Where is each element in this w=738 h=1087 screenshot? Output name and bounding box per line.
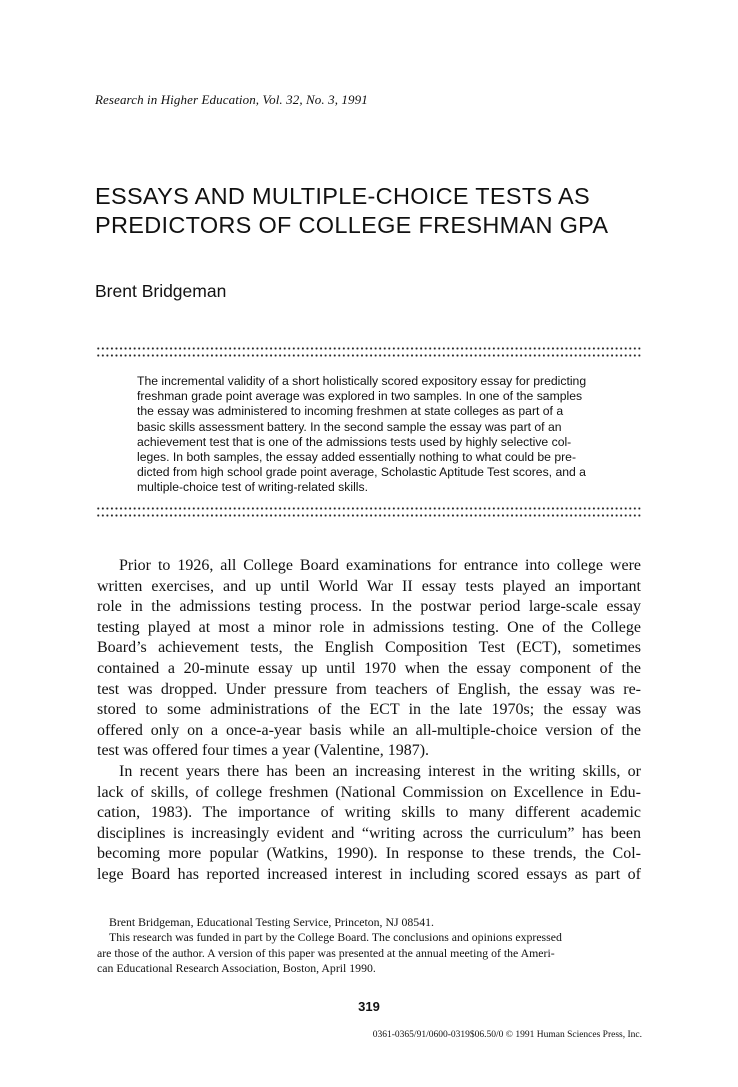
journal-header: Research in Higher Education, Vol. 32, No. 3, 1991 xyxy=(95,92,368,107)
footnote-line: can Educational Research Association, Boston, April 1990. xyxy=(97,961,376,976)
body-line xyxy=(97,762,641,783)
abstract-line: the essay was administered to incoming freshmen at state colleges as part of a xyxy=(137,404,564,419)
abstract-line: basic skills assessment battery. In the second sample the essay was part of an xyxy=(137,419,562,434)
body-line xyxy=(97,577,641,598)
footnote-line: are those of the author. A version of this paper was presented at the annual meeting of the Ameri- xyxy=(97,945,555,960)
abstract-line: achievement test that is one of the admissions tests used by highly selective col- xyxy=(137,434,572,449)
body-line xyxy=(97,618,641,639)
body-line-text: testing played at most a minor role in admissions testing. One of the College xyxy=(97,618,641,636)
body-line xyxy=(97,597,641,618)
body-line xyxy=(97,659,641,680)
body-line xyxy=(97,824,641,845)
body-line xyxy=(97,721,641,742)
body-line xyxy=(97,680,641,701)
footnotes xyxy=(97,915,643,977)
body-line-text: role in the admissions testing process. In the postwar period large-scale essay xyxy=(97,598,641,616)
footnote-line: Brent Bridgeman, Educational Testing Service, Princeton, NJ 08541. xyxy=(109,915,434,929)
body-text xyxy=(97,556,641,886)
body-line-text: Prior to 1926, all College Board examinations for entrance into college were xyxy=(119,557,641,574)
abstract-line: The incremental validity of a short holistically scored expository essay for predicting xyxy=(137,374,587,388)
abstract-line: freshman grade point average was explored in two samples. In one of the samples xyxy=(137,389,583,404)
body-line-text: lege Board has reported increased interest in including scored essays as part of xyxy=(97,865,641,883)
body-line-text: lack of skills, of college freshmen (National Commission on Excellence in Edu- xyxy=(97,783,641,801)
abstract-line: leges. In both samples, the essay added essentially nothing to what could be pre- xyxy=(137,450,577,465)
body-line xyxy=(97,700,641,721)
dotted-rule-top xyxy=(96,345,642,359)
body-line-text: test was offered four times a year (Valentine, 1987). xyxy=(97,742,430,760)
title-line: ESSAYS AND MULTIPLE-CHOICE TESTS AS xyxy=(95,183,590,209)
body-line-text: contained a 20-minute essay up until 1970 when the essay component of the xyxy=(97,659,641,677)
body-line xyxy=(97,803,641,824)
footnote-line: This research was funded in part by the College Board. The conclusions and opinions expressed xyxy=(109,930,562,945)
abstract-line: dicted from high school grade point average, Scholastic Aptitude Test scores, and a xyxy=(137,465,586,480)
body-line xyxy=(97,741,641,762)
body-line xyxy=(97,783,641,804)
dotted-rule-bottom xyxy=(96,505,642,519)
body-line-text: stored to some administrations of the ECT in the late 1970s; the essay was xyxy=(97,701,641,719)
author-name: Brent Bridgeman xyxy=(95,281,227,301)
body-line-text: In recent years there has been an increasing interest in the writing skills, or xyxy=(119,762,641,780)
body-line-text: test was dropped. Under pressure from teachers of English, the essay was re- xyxy=(97,680,641,698)
body-line xyxy=(97,865,641,886)
body-line-text: Board’s achievement tests, the English Composition Test (ECT), sometimes xyxy=(97,639,641,657)
body-line xyxy=(97,638,641,659)
paper-title xyxy=(95,182,675,240)
body-line-text: cation, 1983). The importance of writing skills to many different academic xyxy=(97,804,641,822)
copyright-line: 0361-0365/91/0600-0319$06.50/0 © 1991 Human Sciences Press, Inc. xyxy=(372,1030,642,1040)
abstract-line: multiple-choice test of writing-related skills. xyxy=(137,480,368,495)
body-line xyxy=(97,556,641,577)
body-line-text: becoming more popular (Watkins, 1990). In response to these trends, the Col- xyxy=(97,845,641,863)
body-line-text: offered only on a once-a-year basis while an all-multiple-choice version of the xyxy=(97,721,641,739)
title-line: PREDICTORS OF COLLEGE FRESHMAN GPA xyxy=(95,212,609,238)
abstract xyxy=(137,374,641,496)
body-line-text: written exercises, and up until World War II essay tests played an important xyxy=(97,577,641,595)
body-line xyxy=(97,844,641,865)
body-line-text: disciplines is increasingly evident and “writing across the curriculum” has been xyxy=(97,824,641,842)
page-number: 319 xyxy=(358,999,380,1014)
